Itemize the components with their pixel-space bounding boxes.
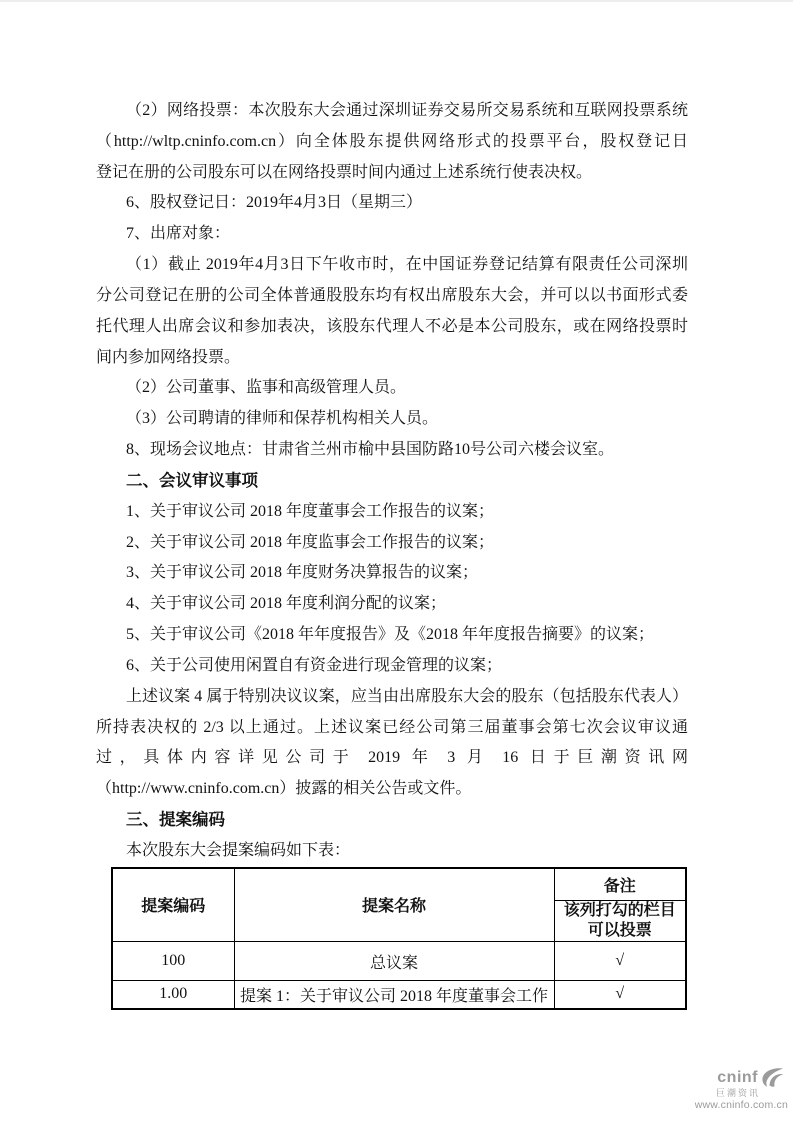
cninfo-url: www.cninfo.com.cn	[694, 1099, 788, 1111]
doc-line-record-date: 6、股权登记日：2019年4月3日（星期三）	[126, 194, 423, 212]
doc-line: （1）截止 2019年4月3日下午收市时，在中国证券登记结算有限责任公司深圳	[126, 256, 688, 274]
cell-proposal-code: 1.00	[112, 981, 234, 1009]
doc-line: 登记在册的公司股东可以在网络投票时间内通过上述系统行使表决权。	[96, 163, 593, 181]
doc-line-item-2: 2、关于审议公司 2018 年度监事会工作报告的议案；	[126, 533, 495, 551]
col-header-note-sub: 该列打勾的栏目可以投票	[554, 901, 686, 942]
proposal-code-table	[111, 867, 687, 1010]
cninfo-logo	[690, 1067, 790, 1112]
doc-line: 分公司登记在册的公司全体普通股股东均有权出席股东大会，并可以以书面形式委	[96, 286, 688, 304]
doc-line-item-6: 6、关于公司使用闲置自有资金进行现金管理的议案；	[126, 656, 503, 674]
doc-line: （2）公司董事、监事和高级管理人员。	[126, 379, 407, 397]
doc-line-attendees: 7、出席对象：	[126, 225, 231, 243]
col-header-proposal-code: 提案编码	[112, 868, 234, 942]
doc-line: 上述议案 4 属于特别决议议案，应当由出席股东大会的股东（包括股东代表人）	[126, 687, 688, 705]
doc-line-item-5: 5、关于审议公司《2018 年年度报告》及《2018 年年度报告摘要》的议案；	[126, 626, 655, 644]
col-header-note: 备注	[554, 868, 686, 901]
doc-line-item-3: 3、关于审议公司 2018 年度财务决算报告的议案；	[126, 564, 479, 582]
doc-line: （2）网络投票：本次股东大会通过深圳证券交易所交易系统和互联网投票系统	[126, 102, 688, 119]
page-top-edge	[0, 0, 793, 2]
doc-line: （http://www.cninfo.com.cn）披露的相关公告或文件。	[96, 780, 472, 798]
doc-line: （3）公司聘请的律师和保荐机构相关人员。	[126, 410, 439, 428]
table-row	[112, 942, 686, 981]
cell-vote-check: √	[554, 942, 686, 981]
doc-line-meeting-place: 8、现场会议地点：甘肃省兰州市榆中县国防路10号公司六楼会议室。	[126, 441, 615, 459]
cell-proposal-name: 总议案	[234, 942, 554, 981]
cell-proposal-name: 提案 1：关于审议公司 2018 年度董事会工作	[234, 981, 554, 1009]
doc-line: 过，具体内容详见公司于 2019 年 3 月 16 日于巨潮资讯网	[96, 749, 688, 767]
section-heading-proposal-codes: 三、提案编码	[126, 811, 225, 830]
table-row	[112, 981, 686, 1009]
document-body	[96, 96, 688, 1010]
cell-proposal-code: 100	[112, 942, 234, 981]
cell-vote-check: √	[554, 981, 686, 1009]
cninfo-caption: 巨潮资讯	[715, 1088, 760, 1098]
doc-line-item-1: 1、关于审议公司 2018 年度董事会工作报告的议案；	[126, 502, 495, 520]
doc-line: 托代理人出席会议和参加表决，该股东代理人不必是本公司股东，或在网络投票时	[96, 317, 688, 335]
cninfo-logo-word: cninf	[717, 1068, 758, 1086]
cninfo-swirl-icon	[760, 1067, 784, 1088]
doc-line: 间内参加网络投票。	[96, 348, 241, 366]
doc-line: 所持表决权的 2/3 以上通过。上述议案已经公司第三届董事会第七次会议审议通	[96, 718, 688, 736]
doc-line: （http://wltp.cninfo.com.cn）向全体股东提供网络形式的投票平台，股权登记日	[96, 132, 688, 150]
doc-line-item-4: 4、关于审议公司 2018 年度利润分配的议案；	[126, 595, 447, 613]
doc-line-table-intro: 本次股东大会提案编码如下表：	[126, 841, 351, 859]
col-header-proposal-name: 提案名称	[234, 868, 554, 942]
section-heading-review-items: 二、会议审议事项	[126, 471, 258, 490]
